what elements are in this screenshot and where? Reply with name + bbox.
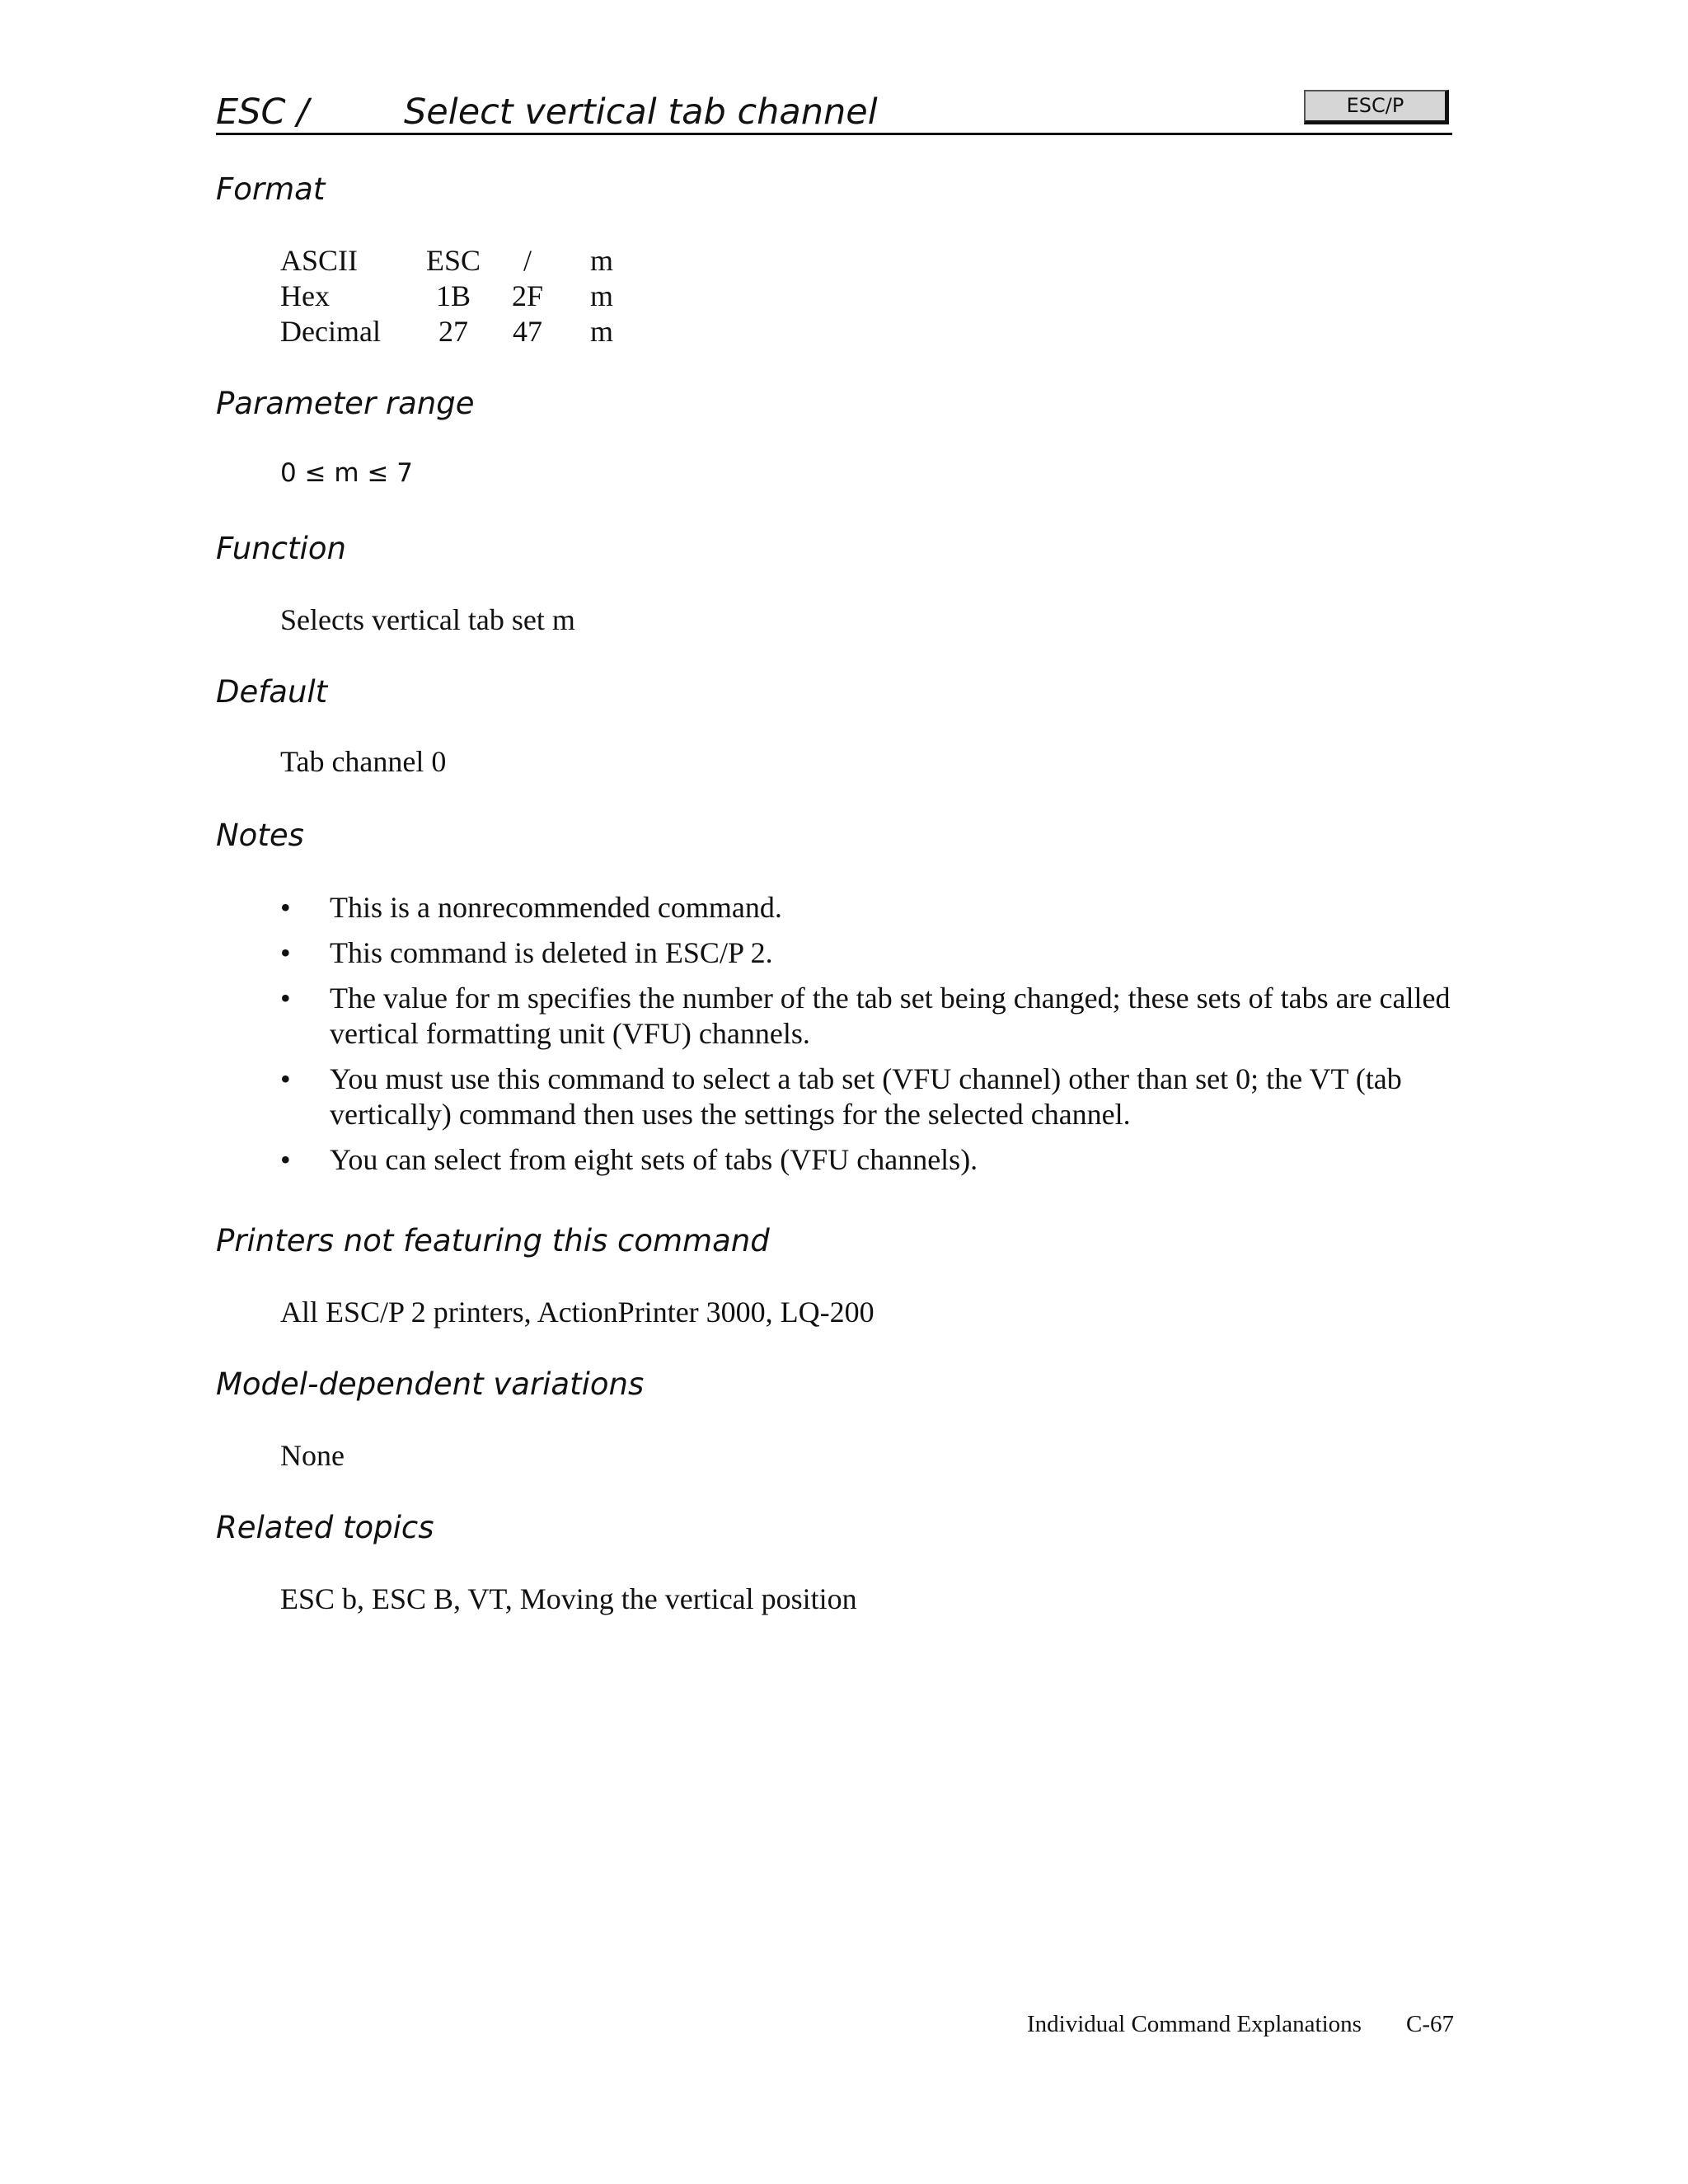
- format-cell: /: [523, 244, 532, 277]
- header-rule: [216, 133, 1452, 135]
- format-cell: 47: [513, 315, 542, 348]
- bullet-icon: •: [280, 936, 291, 969]
- function-text: Selects vertical tab set m: [280, 603, 575, 636]
- format-cell: 2F: [511, 279, 544, 312]
- default-text: Tab channel 0: [280, 745, 447, 778]
- notes-heading: Notes: [216, 818, 304, 853]
- format-row-label: ASCII: [280, 244, 359, 277]
- format-cell: m: [589, 279, 613, 312]
- format-row-label: Decimal: [280, 315, 381, 348]
- bullet-icon: •: [280, 891, 291, 924]
- default-heading: Default: [216, 674, 328, 710]
- note-text: The value for m specifies the number of the tab set being changed; these sets of tabs are called vertical formatting unit (VFU) channels.: [330, 982, 1451, 1050]
- note-text: You can select from eight sets of tabs (VFU channels).: [330, 1143, 978, 1176]
- format-cell: m: [589, 244, 613, 277]
- note-text: This command is deleted in ESC/P 2.: [330, 936, 773, 969]
- page-title: Select vertical tab channel: [404, 91, 878, 133]
- function-heading: Function: [216, 531, 346, 566]
- parameter-range-text: 0 ≤ m ≤ 7: [280, 458, 414, 488]
- note-item: [280, 1142, 1451, 1178]
- model-variations-text: None: [280, 1439, 345, 1472]
- note-item: [280, 1062, 1451, 1132]
- note-item: [280, 981, 1451, 1052]
- bullet-icon: •: [280, 1062, 291, 1095]
- related-topics-text: ESC b, ESC B, VT, Moving the vertical position: [280, 1582, 857, 1615]
- format-heading: Format: [216, 171, 326, 207]
- format-cell: 27: [438, 315, 468, 348]
- related-topics-heading: Related topics: [216, 1510, 434, 1545]
- bullet-icon: •: [280, 1143, 291, 1176]
- command-set-badge: ESC/P: [1304, 90, 1449, 124]
- printers-text: All ESC/P 2 printers, ActionPrinter 3000, LQ-200: [280, 1296, 874, 1329]
- format-row-label: Hex: [280, 279, 330, 312]
- page-number: C-67: [1406, 2011, 1454, 2037]
- format-cell: 1B: [435, 279, 471, 312]
- footer-section: Individual Command Explanations: [1027, 2011, 1362, 2037]
- printers-heading: Printers not featuring this command: [216, 1223, 770, 1258]
- note-item: [280, 890, 1451, 926]
- format-cell: m: [589, 315, 613, 348]
- model-variations-heading: Model-dependent variations: [216, 1366, 645, 1402]
- bullet-icon: •: [280, 982, 291, 1015]
- parameter-range-heading: Parameter range: [216, 386, 475, 421]
- format-cell: ESC: [425, 244, 481, 277]
- command-name: ESC /: [216, 91, 309, 133]
- note-text: This is a nonrecommended command.: [330, 891, 782, 924]
- note-item: [280, 935, 1451, 971]
- note-text: You must use this command to select a tab set (VFU channel) other than set 0; the VT (tab vertically) command then uses the settings for the selected channel.: [330, 1062, 1402, 1131]
